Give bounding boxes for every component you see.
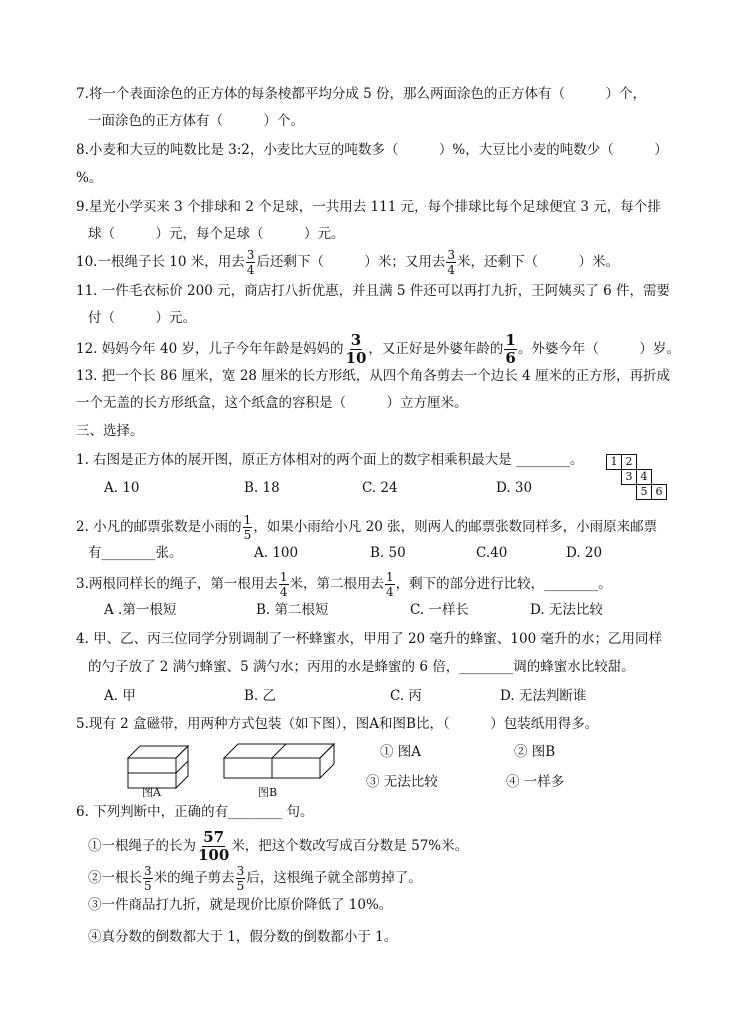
option-4: ④ 一样多 [506,774,565,790]
q10-text-3: 米，还剩下（ ）米。 [457,254,620,270]
option-d: D. 30 [496,480,533,496]
option-c: C. 一样长 [410,602,469,618]
c4-line1: 4. 甲、乙、丙三位同学分别调制了一杯蜂蜜水，甲用了 20 毫升的蜂蜜、100 毫升的水；乙用同样 [76,631,662,647]
q11-line1: 11. 一件毛衣标价 200 元，商店打八折优惠，并且满 5 件还可以再打九折，王阿姨买了 6 件，需要 [76,283,670,299]
fraction: $\frac{3}{10}$ [345,331,367,367]
option-3: ③ 无法比较 [366,774,438,790]
fig-a-label: 图A [142,786,161,799]
option-b: B. 乙 [244,688,277,704]
q12-text-1: 12. 妈妈今年 40 岁，儿子今年年龄是妈妈的 [76,341,344,357]
section-heading: 三、选择。 [76,423,144,439]
fraction: $\frac{3}{4}$ [246,248,255,277]
q7-line1: 7.将一个表面涂色的正方体的每条棱都平均分成 5 份，那么两面涂色的正方体有（ ）个， [76,86,647,102]
c5-question: 5.现有 2 盒磁带，用两种方式包装（如下图），图A和图B比，（ ）包装纸用得多。 [76,716,599,732]
net-cell: 5 [636,484,652,500]
option-b: B. 50 [370,545,406,561]
q12-text-2: ，又正好是外婆年龄的 [368,341,504,357]
c6-question: 6. 下列判断中，正确的有________ 句。 [76,804,314,820]
c2-line1 [76,514,657,541]
c6-s2-text-2: 米的绳子剪去 [153,870,235,886]
net-cell: 4 [636,469,652,485]
box-figure-a [124,742,194,790]
c3-text-3: ，剩下的部分进行比较，________。 [395,576,612,592]
fraction: $\frac{1}{6}$ [505,331,516,367]
c3-text-1: 3.两根同样长的绳子，第一根用去 [76,576,278,592]
cube-net-figure [606,454,676,504]
q13-line2: 一个无盖的长方形纸盒，这个纸盒的容积是（ ）立方厘米。 [76,395,468,411]
option-d: D. 无法比较 [530,602,603,618]
c6-s1-text-2: 米，把这个数改写成百分数是 57%米。 [231,838,469,854]
q8-line2: %。 [76,170,103,186]
fraction: $\frac{1}{4}$ [386,570,394,599]
net-cell: 2 [621,454,637,470]
option-1: ① 图A [380,744,422,760]
net-cell: 6 [651,484,667,500]
c6-statement-3: ③一件商品打九折，就是现价比原价降低了 10%。 [88,897,393,913]
c6-s1-text-1: ①一根绳子的长为 [88,838,196,854]
c1-question: 1. 右图是正方体的展开图，原正方体相对的两个面上的数字相乘积最大是 ________。 [76,452,584,468]
q10-text-1: 10.一根绳子长 10 米，用去 [76,254,245,270]
q7-line2: 一面涂色的正方体有（ ）个。 [88,113,304,129]
fraction: $\frac{3}{5}$ [144,864,152,893]
option-b: B. 18 [244,480,280,496]
fraction: $\frac{3}{5}$ [236,864,245,893]
box-figure-b [220,742,340,782]
fraction: $\frac{1}{4}$ [279,570,288,599]
c6-statement-4: ④真分数的倒数都大于 1，假分数的倒数都小于 1。 [88,929,398,945]
c4-line2: 的勺子放了 2 满勺蜂蜜、5 满勺水；丙用的水是蜂蜜的 6 倍，________调的蜂蜜水比较甜。 [88,659,635,675]
q11-line2: 付（ ）元。 [88,310,196,326]
net-cell: 3 [621,469,637,485]
option-d: D. 20 [566,545,603,561]
option-a: A .第一根短 [104,602,177,618]
q13-line1: 13. 把一个长 86 厘米，宽 28 厘米的长方形纸，从四个角各剪去一个边长 4 厘米的正方形，再折成 [76,368,670,384]
fig-b-label: 图B [258,786,278,799]
fraction: $\frac{3}{4}$ [447,248,456,277]
option-d: D. 无法判断谁 [500,688,587,704]
c6-statement-1 [88,830,468,863]
fraction: $\frac{57}{100}$ [198,828,230,864]
option-c: C.40 [476,545,508,561]
c3-line [76,571,612,598]
q12-text-3: 。外婆今年（ ）岁。 [517,341,680,357]
c6-s2-text-1: ②一根长 [88,870,142,886]
c2-text-2: ，如果小雨给小凡 20 张，则两人的邮票张数同样多，小雨原来邮票 [253,519,658,535]
option-a: A. 甲 [104,688,136,704]
q9-line1: 9.星光小学买来 3 个排球和 2 个足球，一共用去 111 元，每个排球比每个足球便宜 3 元，每个排 [76,199,661,215]
option-2: ② 图B [514,744,556,760]
fraction: $\frac{1}{5}$ [243,513,252,542]
c2-text-1: 2. 小凡的邮票张数是小雨的 [76,519,242,535]
q9-line2: 球（ ）元，每个足球（ ）元。 [88,226,345,242]
c2-line2: 有________张。 [88,545,183,561]
option-c: C. 24 [362,480,398,496]
q8-line1: 8.小麦和大豆的吨数比是 3:2，小麦比大豆的吨数多（ ）%，大豆比小麦的吨数少（ ） [76,142,668,158]
q10-text-2: 后还剩下（ ）米；又用去 [256,254,446,270]
c6-s2-text-3: 后，这根绳子就全部剪掉了。 [246,870,422,886]
c3-text-2: 米，第二根用去 [289,576,385,592]
q10-line [76,249,619,276]
option-a: A. 10 [104,480,140,496]
option-c: C. 丙 [390,688,422,704]
option-a: A. 100 [254,545,299,561]
c6-statement-2 [88,865,422,892]
net-cell: 1 [606,454,622,470]
q12-line [76,333,680,366]
option-b: B. 第二根短 [256,602,329,618]
